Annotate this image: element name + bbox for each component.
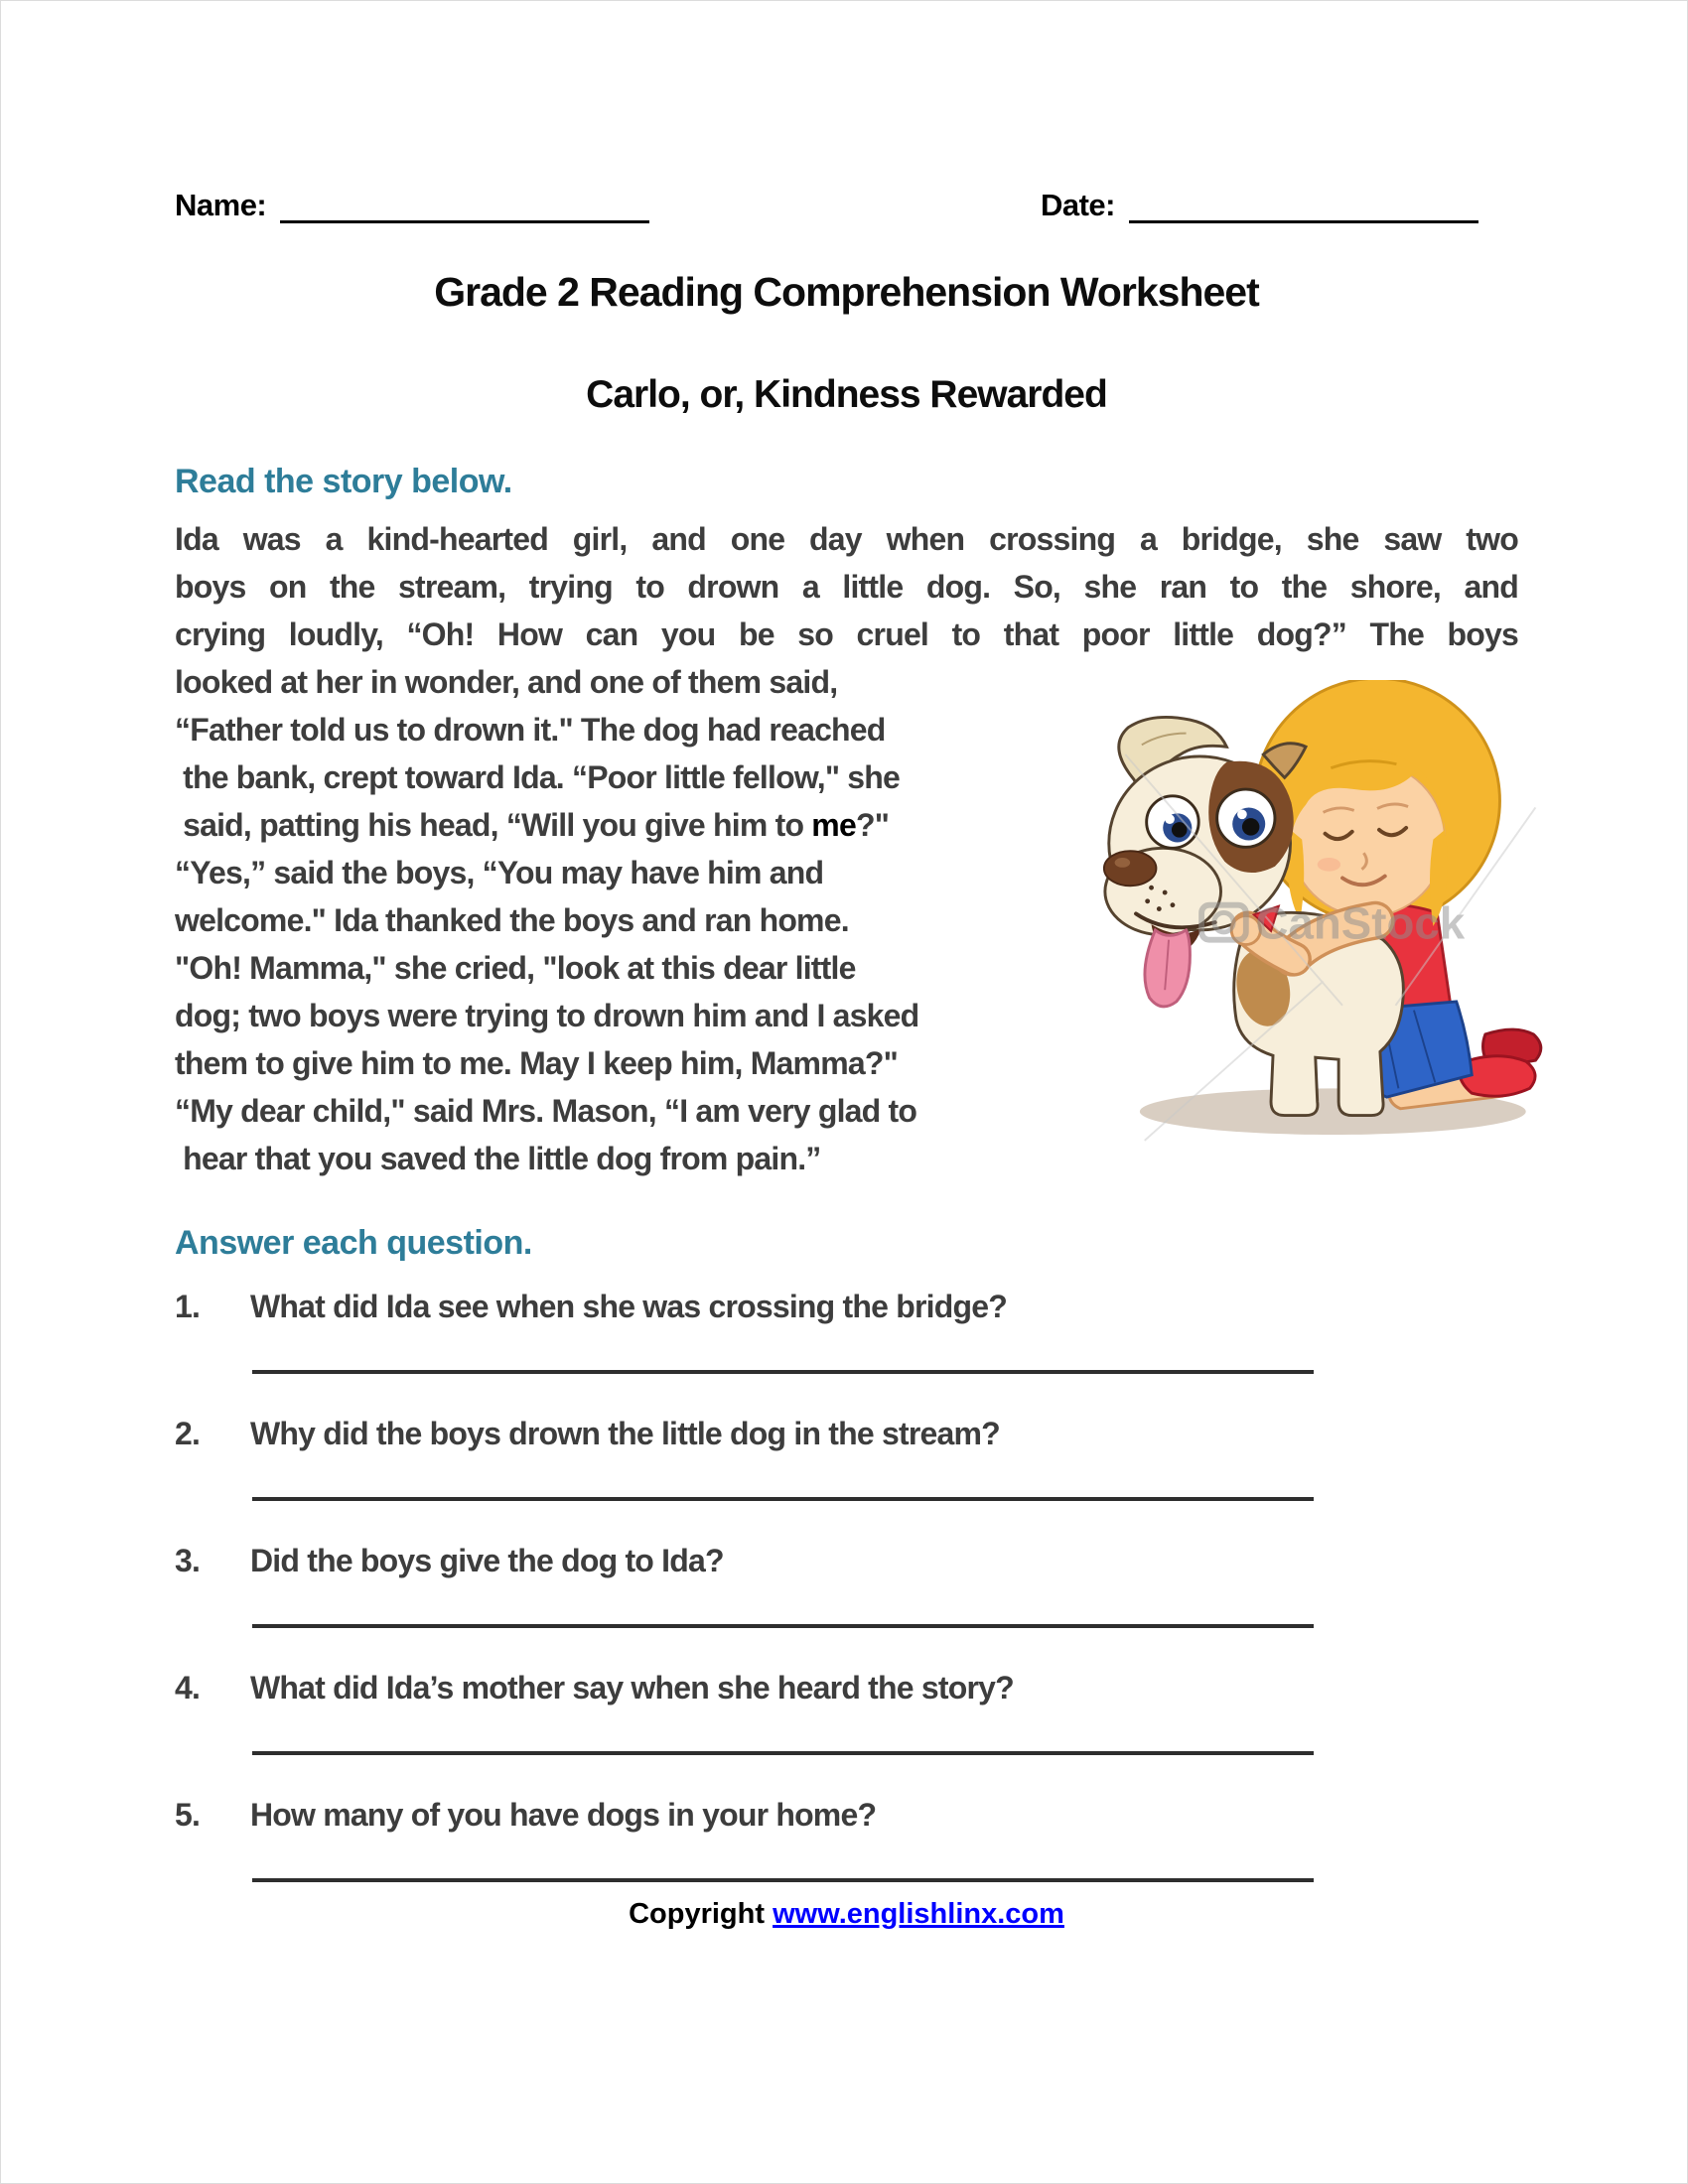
answer-blank-line — [252, 1878, 1314, 1882]
story-text-segment: boys on the stream, trying to drown a little dog. So, she ran to the shore, and — [175, 569, 1518, 605]
question-row — [175, 1285, 1518, 1328]
date-field-group — [1041, 188, 1478, 223]
question-number: 1. — [175, 1289, 201, 1324]
copyright-label: Copyright — [629, 1898, 774, 1930]
emphasized-word: me — [811, 807, 856, 843]
englishlinx-link[interactable]: www.englishlinx.com — [773, 1898, 1064, 1930]
story-text-segment: crying loudly, “Oh! How can you be so cruel to that poor little dog?” The boys — [175, 616, 1518, 652]
question-number: 2. — [175, 1416, 201, 1451]
story-line — [175, 611, 1518, 658]
answer-instruction: Answer each question. — [175, 1224, 532, 1262]
question-text: What did Ida’s mother say when she heard the story? — [250, 1670, 1014, 1706]
story-text-segment: Ida was a kind-hearted girl, and one day when crossing a bridge, she saw two — [175, 521, 1518, 557]
story-text-segment: them to give him to me. May I keep him, Mamma?" — [175, 1045, 898, 1081]
header — [175, 188, 1518, 223]
page-title: Grade 2 Reading Comprehension Worksheet — [434, 269, 1259, 315]
story-text-segment: looked at her in wonder, and one of them said, — [175, 664, 838, 700]
answer-blank-line — [252, 1624, 1314, 1628]
question-number: 4. — [175, 1670, 201, 1706]
story-line — [175, 515, 1518, 563]
answer-blank-line — [252, 1370, 1314, 1374]
question-text: What did Ida see when she was crossing the bridge? — [250, 1289, 1007, 1324]
story-text-segment: the bank, crept toward Ida. “Poor little fellow," she — [175, 759, 901, 795]
footer — [175, 1898, 1518, 1931]
story-text-segment: “My dear child," said Mrs. Mason, “I am very glad to — [175, 1093, 917, 1129]
question-row — [175, 1793, 1518, 1837]
story-text-segment: "Oh! Mamma," she cried, "look at this dear little — [175, 950, 856, 986]
story-section — [175, 515, 1518, 1182]
read-instruction: Read the story below. — [175, 463, 512, 500]
story-text-segment: welcome." Ida thanked the boys and ran home. — [175, 902, 849, 938]
story-title: Carlo, or, Kindness Rewarded — [586, 373, 1107, 416]
story-text-segment: ?" — [855, 807, 890, 843]
watermark-text: CanStock — [1255, 897, 1466, 949]
story-text-segment: “Yes,” said the boys, “You may have him and — [175, 855, 824, 890]
questions-section — [175, 1224, 1518, 1882]
girl-hugging-dog-illustration — [1101, 680, 1550, 1176]
answer-blank-line — [252, 1751, 1314, 1755]
question-text: How many of you have dogs in your home? — [250, 1797, 877, 1833]
story-text-segment: “Father told us to drown it." The dog had reached — [175, 712, 886, 748]
question-text: Did the boys give the dog to Ida? — [250, 1543, 724, 1578]
answer-blank-line — [252, 1497, 1314, 1501]
name-field-group — [175, 188, 649, 223]
question-number: 3. — [175, 1543, 201, 1578]
question-row — [175, 1666, 1518, 1709]
story-text-segment: said, patting his head, “Will you give him to — [175, 807, 812, 843]
question-number: 5. — [175, 1797, 201, 1833]
story-text-segment: dog; two boys were trying to drown him and I asked — [175, 998, 919, 1033]
story-line — [175, 563, 1518, 611]
name-label: Name: — [175, 188, 267, 222]
name-blank-line — [280, 190, 649, 223]
date-label: Date: — [1040, 188, 1115, 222]
date-blank-line — [1129, 190, 1478, 223]
question-text: Why did the boys drown the little dog in the stream? — [250, 1416, 1000, 1451]
story-text-segment: hear that you saved the little dog from pain.” — [175, 1141, 821, 1176]
question-row — [175, 1539, 1518, 1582]
questions-list — [175, 1285, 1518, 1882]
question-row — [175, 1412, 1518, 1455]
